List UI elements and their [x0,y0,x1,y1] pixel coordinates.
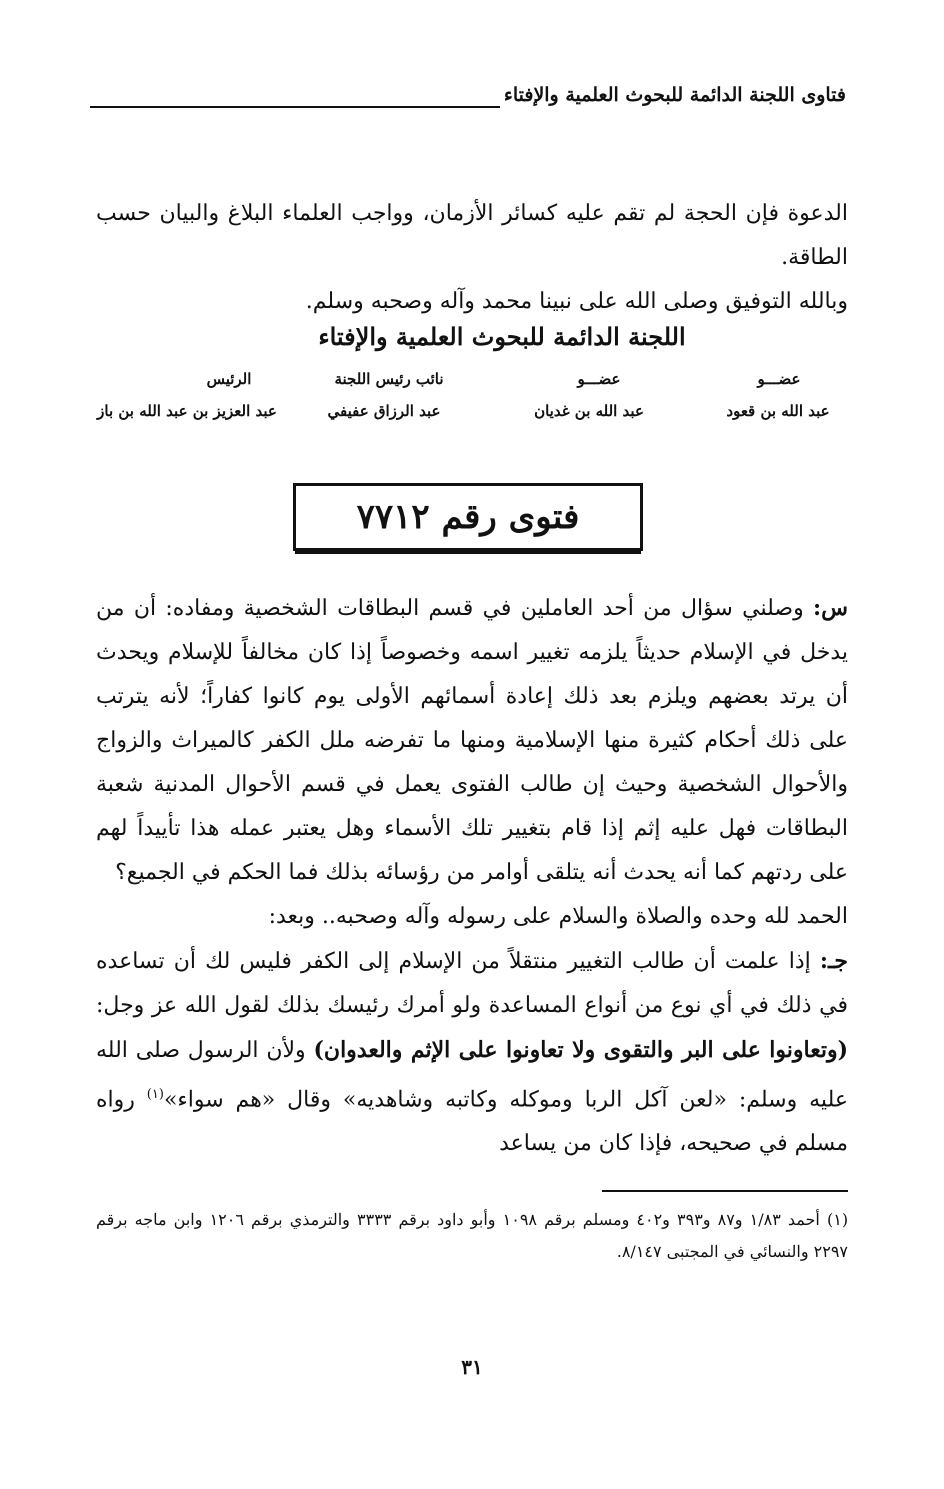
quranic-verse: (وتعاونوا على البر والتقوى ولا تعاونوا على الإثم والعدوان) [313,1037,849,1063]
fatwa-body [96,586,848,1166]
fatwa-title: فتوى رقم ٧٧١٢ [356,497,580,537]
question-paragraph [96,586,848,895]
answer-text-2: ولأن الرسول صلى الله عليه وسلم: «لعن آكل الربا وموكله وكاتبه وشاهديه» وقال «هم سواء» [96,1038,848,1113]
running-header-title: فتاوى اللجنة الدائمة للبحوث العلمية والإفتاء [503,84,846,106]
intro-paragraph: الدعوة فإن الحجة لم تقم عليه كسائر الأزمان، وواجب العلماء البلاغ والبيان حسب الطاقة. [96,201,848,270]
question-text: وصلني سؤال من أحد العاملين في قسم البطاقات الشخصية ومفاده: أن من يدخل في الإسلام حديثاً يلزمه تغيير اسمه وخصوصاً إذا كان مخالفاً للإسلام ويحدث أن يرتد بعضهم ويلزم بعد ذلك إعادة أسمائهم الأولى يوم كانوا كفاراً؛ لأنه يترتب على ذلك أحكام كثيرة منها الإسلامية ومنها ما تفرضه ملل الكفر كالميراث والزواج والأحوال الشخصية وحيث إن طالب الفتوى يعمل في قسم الأحوال المدنية شعبة البطاقات فهل عليه إثم إذا قام بتغيير تلك الأسماء وهل يعتبر عمله هذا تأييداً لهم على ردتهم كما أنه يحدث أنه يتلقى أوامر من رؤسائه بذلك فما الحكم في الجميع؟ [96,596,849,885]
committee-title: اللجنة الدائمة للبحوث العلمية والإفتاء [318,322,686,351]
page-number: ٣١ [461,1355,483,1379]
answer-text-3: رواه مسلم في صحيحه، فإذا كان من يساعد [96,1087,848,1157]
footnote-rule [602,1190,848,1192]
member-name: عبد الله بن غديان [534,402,644,420]
member-name: عبد العزيز بن عبد الله بن باز [97,402,277,420]
member-role: الرئيس [206,370,252,388]
answer-paragraph [96,939,848,1166]
member-name: عبد الرزاق عفيفي [327,402,441,420]
footnote: (١) أحمد ١/٨٣ و٨٧ و٣٩٣ و٤٠٢ ومسلم برقم ١٠٩٨ وأبو داود برقم ٣٣٣٣ والترمذي برقم ١٢٠٦ وابن ماجه برقم ٢٢٩٧ والنسائي في المجتبى ٨/١٤٧. [96,1210,849,1261]
member-name: عبد الله بن قعود [726,402,830,420]
header-rule [90,106,500,108]
fatwa-title-box [293,483,643,551]
answer-label: جـ: [819,948,848,974]
question-label: س: [813,595,848,621]
closing-line: وبالله التوفيق وصلى الله على نبينا محمد وآله وصحبه وسلم. [305,289,848,314]
member-role: عضـــو [757,370,801,388]
answer-text-1: إذا علمت أن طالب التغيير منتقلاً من الإسلام إلى الكفر فليس لك أن تساعده في ذلك في أي نوع من أنواع المساعدة ولو أمرك رئيسك بذلك لقول الله عز وجل: [96,949,848,1018]
member-role: عضـــو [577,370,621,388]
member-role: نائب رئيس اللجنة [334,370,444,388]
praise-paragraph: الحمد لله وحده والصلاة والسلام على رسوله وآله وصحبه.. وبعد: [268,904,848,929]
footnote-marker: (١) [146,1087,164,1102]
